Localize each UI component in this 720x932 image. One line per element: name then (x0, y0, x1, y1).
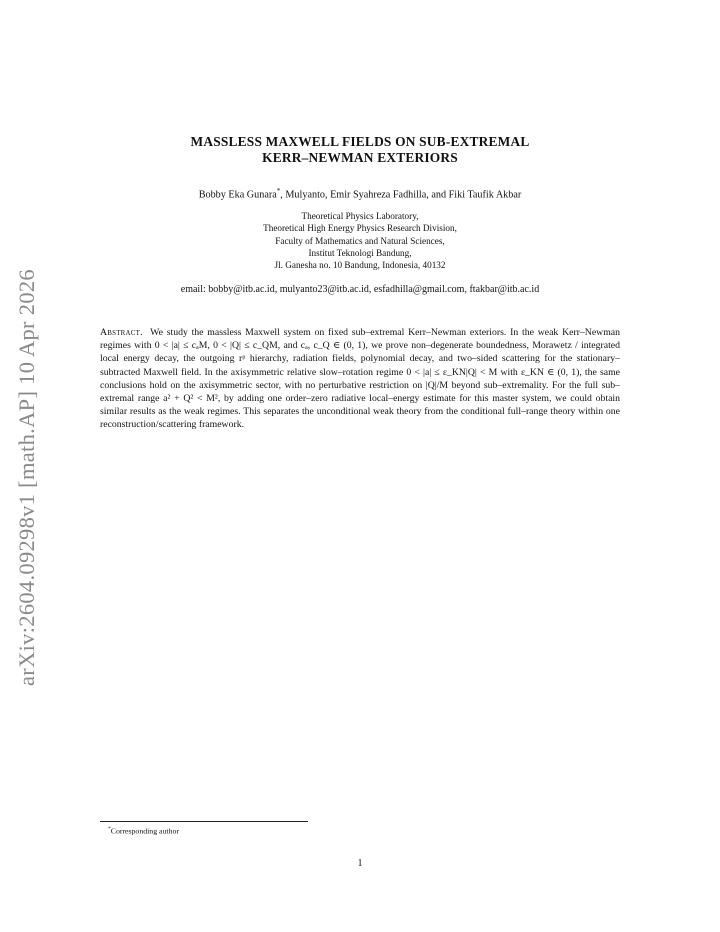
author-list (100, 185, 620, 201)
affiliation-line: Institut Teknologi Bandung, (308, 247, 412, 258)
email-line: email: bobby@itb.ac.id, mulyanto23@itb.ac.id, esfadhilla@gmail.com, ftakbar@itb.ac.id (180, 284, 540, 295)
affiliation-line: Faculty of Mathematics and Natural Sciences, (275, 235, 445, 246)
affiliation-line: Jl. Ganesha no. 10 Bandung, Indonesia, 40132 (274, 260, 446, 271)
arxiv-identifier-text: arXiv:2604.09298v1 [math.AP] 10 Apr 2026 (14, 269, 39, 686)
title-line-1: MASSLESS MAXWELL FIELDS ON SUB-EXTREMAL (190, 134, 530, 149)
footnote (108, 824, 179, 837)
co-author-names: , Mulyanto, Emir Syahreza Fadhilla, and Fiki Taufik Akbar (280, 189, 522, 201)
affiliation-line: Theoretical High Energy Physics Research Division, (263, 223, 457, 234)
arxiv-identifier-stamp (14, 246, 42, 686)
corresponding-author-mark: * (276, 187, 281, 195)
abstract (100, 326, 620, 432)
footnote-text: Corresponding author (110, 826, 179, 836)
footnote-divider (100, 821, 308, 822)
footnote-mark: * (108, 826, 111, 832)
abstract-body: We study the massless Maxwell system on fixed sub–extremal Kerr–Newman exteriors. In the weak Kerr–Newman regimes with 0 < |a| ≤ cₐM, 0 < |Q| ≤ c_QM, and cₐ, c_Q ∈ (0, 1), we prove non–degenerate boundedness, Morawetz / integrated local energy decay, the outgoing rᵖ hierarchy, radiation fields, polynomial decay, and two–sided scattering for the stationary–subtracted Maxwell field. In the axisymmetric relative slow–rotation regime 0 < |a| ≤ ε_KN|Q| < M with ε_KN ∈ (0, 1), the same conclusions hold on the axisymmetric sector, with no perturbative restriction on |Q|/M beyond sub–extremality. For the full sub–extremal range a² + Q² < M², by adding one order–zero radiative local–energy estimate for this master system, we could obtain similar results as the weak regimes. This separates the unconditional weak theory from the conditional full–range theory within one reconstruction/scattering framework. (100, 327, 620, 431)
page-number: 1 (357, 858, 363, 869)
title-line-2: KERR–NEWMAN EXTERIORS (262, 150, 458, 165)
paper-title (100, 134, 620, 166)
affiliation-block (100, 210, 620, 271)
corresponding-author-name: Bobby Eka Gunara (198, 189, 277, 201)
affiliation-line: Theoretical Physics Laboratory, (301, 211, 419, 221)
abstract-heading: Abstract. (100, 327, 143, 338)
